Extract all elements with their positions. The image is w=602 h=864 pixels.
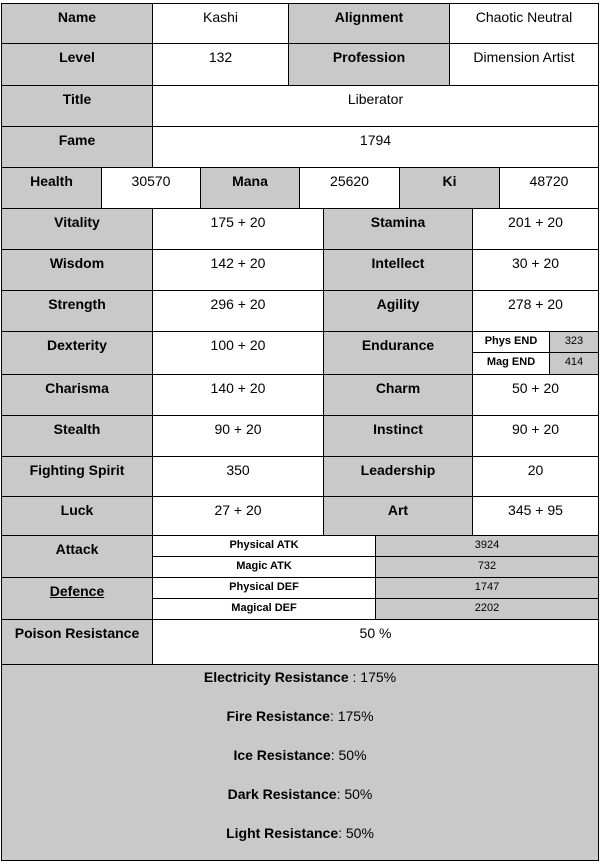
ki-value: 48720: [499, 167, 599, 209]
fame-value: 1794: [152, 126, 599, 168]
leadership-value: 20: [472, 456, 599, 497]
health-value: 30570: [101, 167, 201, 209]
stamina-value: 201 + 20: [472, 208, 599, 250]
fighting-spirit-label: Fighting Spirit: [1, 456, 153, 497]
electricity-resistance: Electricity Resistance : 175%: [203, 669, 397, 685]
alignment-label: Alignment: [288, 3, 450, 44]
charisma-value: 140 + 20: [152, 374, 324, 416]
magic-atk-value: 732: [375, 556, 599, 578]
mana-label: Mana: [200, 167, 300, 209]
ice-resistance: Ice Resistance: 50%: [233, 747, 367, 763]
mag-end-value: 414: [549, 352, 599, 375]
stamina-label: Stamina: [323, 208, 473, 250]
vitality-value: 175 + 20: [152, 208, 324, 250]
wisdom-value: 142 + 20: [152, 249, 324, 291]
intellect-label: Intellect: [323, 249, 473, 291]
luck-label: Luck: [1, 496, 153, 536]
physical-atk-value: 3924: [375, 535, 599, 557]
charisma-label: Charisma: [1, 374, 153, 416]
magic-atk-label: Magic ATK: [152, 556, 376, 578]
charm-label: Charm: [323, 374, 473, 416]
phys-end-label: Phys END: [472, 331, 550, 353]
art-label: Art: [323, 496, 473, 536]
strength-label: Strength: [1, 290, 153, 332]
level-value: 132: [152, 43, 289, 86]
phys-end-value: 323: [549, 331, 599, 353]
vitality-label: Vitality: [1, 208, 153, 250]
alignment-value: Chaotic Neutral: [449, 3, 599, 44]
fire-resistance: Fire Resistance: 175%: [226, 708, 374, 724]
magical-def-value: 2202: [375, 598, 599, 620]
stealth-label: Stealth: [1, 415, 153, 457]
instinct-value: 90 + 20: [472, 415, 599, 457]
strength-value: 296 + 20: [152, 290, 324, 332]
instinct-label: Instinct: [323, 415, 473, 457]
physical-atk-label: Physical ATK: [152, 535, 376, 557]
level-label: Level: [1, 43, 153, 86]
name-value: Kashi: [152, 3, 289, 44]
profession-label: Profession: [288, 43, 450, 86]
luck-value: 27 + 20: [152, 496, 324, 536]
mana-value: 25620: [299, 167, 400, 209]
agility-value: 278 + 20: [472, 290, 599, 332]
fame-label: Fame: [1, 126, 153, 168]
profession-value: Dimension Artist: [449, 43, 599, 86]
title-value: Liberator: [152, 85, 599, 127]
art-value: 345 + 95: [472, 496, 599, 536]
elemental-resistances: [1, 664, 599, 861]
dark-resistance: Dark Resistance: 50%: [227, 786, 373, 802]
agility-label: Agility: [323, 290, 473, 332]
name-label: Name: [1, 3, 153, 44]
wisdom-label: Wisdom: [1, 249, 153, 291]
intellect-value: 30 + 20: [472, 249, 599, 291]
charm-value: 50 + 20: [472, 374, 599, 416]
stealth-value: 90 + 20: [152, 415, 324, 457]
mag-end-label: Mag END: [472, 352, 550, 375]
defence-label: Defence: [1, 577, 153, 620]
endurance-label: Endurance: [323, 331, 473, 375]
light-resistance: Light Resistance: 50%: [226, 825, 374, 841]
poison-resistance-value: 50 %: [152, 619, 599, 665]
physical-def-value: 1747: [375, 577, 599, 599]
physical-def-label: Physical DEF: [152, 577, 376, 599]
poison-resistance-label: Poison Resistance: [1, 619, 153, 665]
magical-def-label: Magical DEF: [152, 598, 376, 620]
attack-label: Attack: [1, 535, 153, 578]
dexterity-value: 100 + 20: [152, 331, 324, 375]
dexterity-label: Dexterity: [1, 331, 153, 375]
health-label: Health: [1, 167, 102, 209]
leadership-label: Leadership: [323, 456, 473, 497]
title-label: Title: [1, 85, 153, 127]
fighting-spirit-value: 350: [152, 456, 324, 497]
ki-label: Ki: [399, 167, 500, 209]
